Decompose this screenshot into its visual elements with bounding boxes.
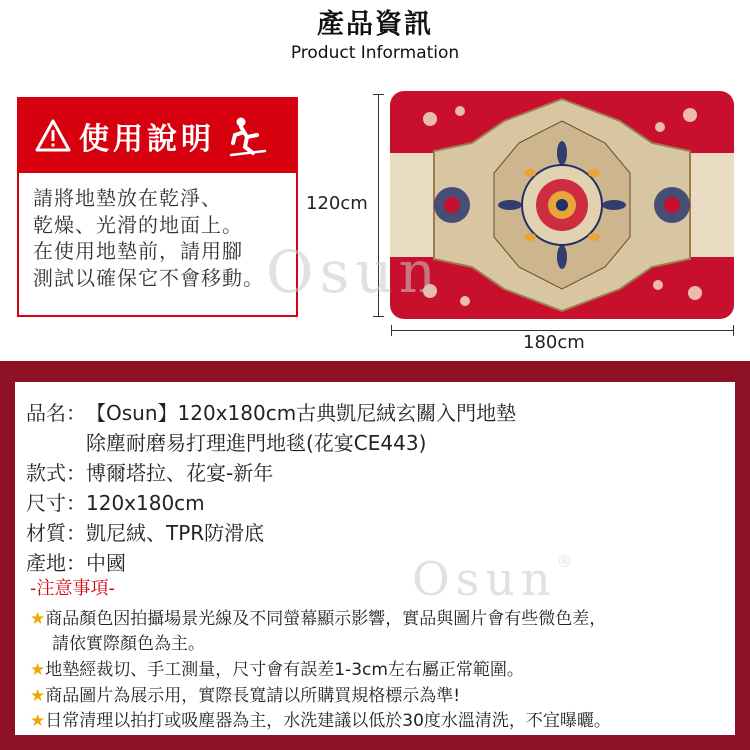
spec-key: 材質：: [26, 521, 86, 545]
spec-material: [26, 517, 264, 546]
instruction-line: 在使用地墊前，請用腳: [33, 239, 243, 263]
notice-text: 地墊經裁切、手工測量，尺寸會有誤差1-3cm左右屬正常範圍。: [45, 660, 524, 680]
notice-item: [30, 706, 611, 731]
instruction-line: 測試以確保它不會移動。: [33, 265, 264, 290]
spec-key: 尺寸：: [26, 491, 86, 515]
notice-text: 商品顏色因拍攝場景光線及不同螢幕顯示影響，實品與圖片會有些微色差，: [45, 609, 607, 629]
spec-size: [26, 487, 205, 516]
usage-instruction-text: [19, 173, 296, 291]
star-icon: ★: [30, 711, 46, 731]
notice-title: -注意事項-: [30, 578, 115, 599]
spec-value: 博爾塔拉、花宴-新年: [86, 461, 274, 485]
width-label: 180cm: [523, 332, 585, 353]
width-dimension-tick: [391, 325, 392, 336]
usage-instruction-card: [17, 97, 298, 317]
usage-instruction-header: [19, 99, 296, 173]
spec-value: 中國: [86, 551, 126, 575]
star-icon: ★: [30, 660, 46, 680]
spec-style: [26, 457, 273, 486]
spec-name-line2: 除塵耐磨易打理進門地毯(花宴CE443): [86, 431, 427, 455]
notice-text: 商品圖片為展示用，實際長寬請以所購買規格標示為準!: [45, 686, 461, 706]
star-icon: ★: [30, 686, 46, 706]
spec-value: 120x180cm: [86, 491, 205, 515]
registered-mark: ®: [556, 552, 579, 571]
brand-watermark: Osun: [266, 238, 443, 306]
star-icon: ★: [30, 609, 46, 629]
height-label: 120cm: [306, 193, 368, 214]
usage-instruction-title: 使用說明: [79, 122, 215, 157]
slip-hazard-icon: [227, 115, 269, 157]
spec-name: [26, 397, 516, 426]
instruction-line: 乾燥、光滑的地面上。: [33, 212, 243, 237]
spec-value: 【Osun】120x180cm古典凱尼絨玄關入門地墊: [86, 401, 517, 425]
brand-watermark: [412, 552, 579, 606]
instruction-line: 請將地墊放在乾淨、: [33, 186, 222, 210]
page-title: 產品資訊: [317, 9, 433, 40]
height-dimension-tick: [373, 94, 384, 95]
page-subtitle: Product Information: [290, 43, 460, 63]
spec-value: 凱尼絨、TPR防滑底: [86, 521, 265, 545]
notice-item: [30, 655, 524, 680]
spec-key: 產地：: [26, 551, 86, 575]
spec-key: 品名：: [26, 401, 86, 425]
warning-icon: [35, 118, 71, 154]
notice-item-line2: 請依實際顏色為主。: [52, 634, 205, 654]
watermark-text: Osun: [412, 552, 557, 606]
notice-item: [30, 681, 460, 706]
notice-text: 日常清理以拍打或吸塵器為主，水洗建議以低於30度水溫清洗，不宜曝曬。: [45, 711, 611, 731]
notice-item: [30, 604, 606, 629]
height-dimension-tick: [373, 316, 384, 317]
width-dimension-tick: [733, 325, 734, 336]
width-dimension-line: [391, 330, 733, 331]
spec-key: 款式：: [26, 461, 86, 485]
spec-origin: [26, 547, 126, 576]
